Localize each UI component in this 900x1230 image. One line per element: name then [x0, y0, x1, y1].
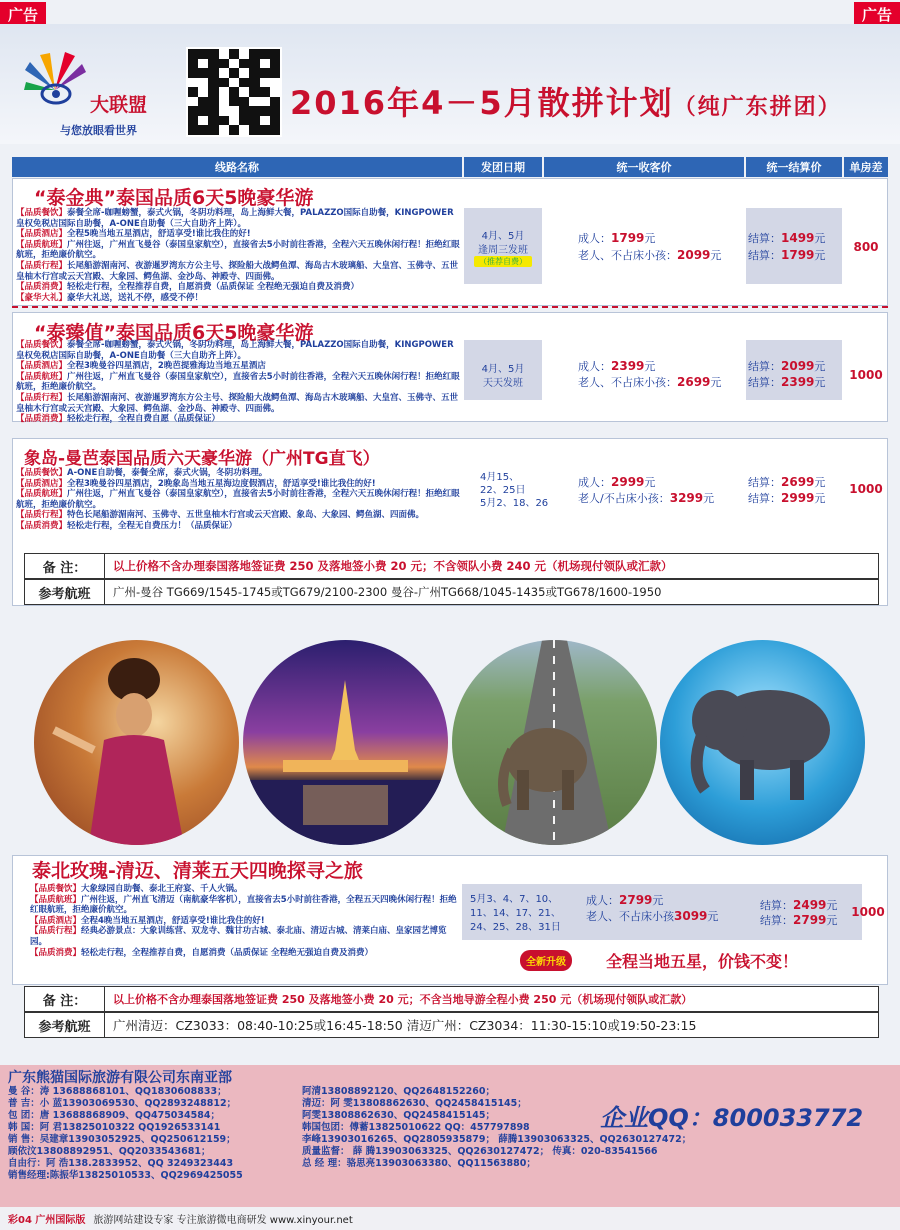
- route-3-title: 象岛-曼芭泰国品质六天豪华游（广州TG直飞）: [24, 449, 380, 469]
- elephant-swim-illustration: [660, 640, 865, 845]
- route-2-dates: 4月、5月: [481, 364, 525, 375]
- qr-module: [198, 78, 208, 88]
- header-route-name: 线路名称: [12, 157, 462, 177]
- feature-text: 长尾船游湄南河、夜游暹罗湾东方公主号、探险船大战鳄鱼潭、海岛古木玻璃船、大皇宫、玉佛寺、五世皇柚木行宫或云天宫殿、大象园、鳄鱼湖、金沙岛、神殿寺、四面佛。: [16, 260, 459, 282]
- qr-module: [270, 125, 280, 135]
- feature-text: 轻松走行程，全程推荐自费，自愿消费（品质保证 全程绝无强迫自费及消费）: [67, 282, 359, 293]
- feature-text: 全程3晚曼谷四星酒店，2晚芭提雅海边当地五星酒店: [67, 361, 266, 372]
- enterprise-qq: 企业QQ：800033772: [600, 1104, 864, 1132]
- feature-key: 【品质酒店】: [16, 478, 68, 489]
- qr-module: [219, 97, 229, 107]
- route-1-price-cell: [544, 208, 744, 284]
- divider: [12, 306, 888, 308]
- contact-line: 销售经理:陈振华13825010533、QQ2969425055: [8, 1170, 243, 1181]
- feature-line: [30, 916, 460, 927]
- qr-module: [270, 68, 280, 78]
- qr-module: [198, 49, 208, 59]
- feature-key: 【品质餐饮】: [16, 468, 68, 478]
- qr-module: [249, 78, 259, 88]
- qr-module: [229, 125, 239, 135]
- feature-key: 【品质消费】: [16, 414, 68, 425]
- feature-text: 全程4晚当地五星酒店，舒适享受!谁比我住的好!: [81, 915, 265, 926]
- feature-line: [30, 926, 460, 947]
- feature-text: 广州往返，广州直飞曼谷（泰国皇家航空），直接省去5小时前往香港，全程六天五晚休闲行程！拒绝红眼航班，拒绝廉价航空。: [16, 239, 460, 261]
- contact-line: 总 经 理：骆思亮13903063380、QQ11563880；: [302, 1158, 536, 1169]
- page-title: 2016年4－5月散拼计划（纯广东拼团）: [290, 84, 842, 122]
- contact-line: 顾依汶13808892951、QQ2033543681；: [8, 1146, 211, 1157]
- qr-module: [208, 87, 218, 97]
- upgrade-badge: 全新升级: [520, 950, 572, 971]
- brand-slogan: 与您放眼看世界: [60, 124, 137, 137]
- qr-module: [229, 68, 239, 78]
- contact-line: 清迈：阿 雯13808862630、QQ2458415145；: [302, 1098, 527, 1109]
- route-3-single: 1000: [849, 482, 883, 496]
- contact-line: 韩国包团：傅蓄13825010622 QQ：457797898: [302, 1122, 530, 1133]
- qr-module: [208, 116, 218, 126]
- qr-module: [260, 59, 270, 69]
- photo-temple: [243, 640, 448, 845]
- route-2-title: “泰臻值”泰国品质6天5晚豪华游: [34, 322, 314, 344]
- feature-line: [16, 293, 460, 304]
- photo-elephant-swim: [660, 640, 865, 845]
- route-1-title: “泰金典”泰国品质6天5晚豪华游: [34, 187, 314, 209]
- feature-line: [16, 261, 460, 282]
- feature-key: 【品质航班】: [16, 239, 68, 250]
- feature-line: [16, 208, 460, 229]
- qr-module: [219, 125, 229, 135]
- qr-module: [188, 106, 198, 116]
- qr-module: [260, 97, 270, 107]
- feature-key: 【品质餐饮】: [16, 340, 68, 350]
- qr-module: [219, 116, 229, 126]
- qr-module: [249, 106, 259, 116]
- qr-module: [188, 97, 198, 107]
- qr-module: [208, 68, 218, 78]
- qr-module: [239, 78, 249, 88]
- qr-module: [219, 106, 229, 116]
- qr-module: [198, 59, 208, 69]
- route-4-settle-2: 结算：2799元: [760, 913, 838, 927]
- qr-module: [270, 106, 280, 116]
- qr-module: [188, 116, 198, 126]
- qr-module: [188, 68, 198, 78]
- route-2-dates-2: 天天发班: [483, 378, 523, 389]
- feature-text: 广州往返，广州直飞清迈（南航豪华客机），直接省去5小时前往香港，全程五天四晚休闲行程！拒绝红眼航班，拒绝廉价航空。: [30, 894, 457, 916]
- contact-line: 自由行：阿 浩138.2833952、QQ 3249323443: [8, 1158, 234, 1169]
- contact-line: 李峰13903016265、QQ2805935879； 薛腾13903063325、QQ2630127472；: [302, 1134, 692, 1145]
- route-1-settle-2: 结算：1799元: [748, 248, 826, 262]
- qr-module: [229, 59, 239, 69]
- qr-module: [198, 87, 208, 97]
- route-3-dates: 4月15、: [480, 472, 520, 483]
- feature-text: 泰餐全席-咖喱螃蟹，泰式火锅，冬阴功料理，岛上海鲜大餐，PALAZZO国际自助餐，KINGPOWER皇权免税店国际自助餐，A-ONE自助餐（三大自助齐上阵）。: [16, 340, 454, 361]
- feature-key: 【豪华大礼】: [16, 292, 68, 303]
- qr-module: [270, 49, 280, 59]
- route-3-features: [16, 468, 460, 532]
- feature-line: [16, 340, 460, 361]
- contact-line: 曼 谷：涛 13688868101、QQ1830608833；: [8, 1086, 227, 1097]
- feature-line: [16, 521, 460, 532]
- qr-module: [198, 106, 208, 116]
- photo-elephant-road: [452, 640, 657, 845]
- qr-module: [198, 125, 208, 135]
- qr-module: [219, 68, 229, 78]
- note-1-text: 以上价格不含办理泰国落地签证费 250 及落地签小费 20 元；不含领队小费 240 元（机场现付领队或汇款）: [113, 559, 673, 573]
- qr-module: [188, 49, 198, 59]
- qr-module: [270, 78, 280, 88]
- feature-key: 【品质酒店】: [16, 361, 68, 372]
- qr-module: [198, 68, 208, 78]
- route-1-features: [16, 208, 460, 303]
- feature-key: 【品质餐饮】: [30, 884, 82, 894]
- qr-module: [208, 49, 218, 59]
- contact-column-1: [8, 1086, 243, 1182]
- qr-module: [229, 97, 239, 107]
- qr-module: [260, 49, 270, 59]
- qr-module: [249, 116, 259, 126]
- feature-line: [16, 240, 460, 261]
- qr-module: [270, 87, 280, 97]
- feature-key: 【品质行程】: [30, 926, 82, 937]
- qr-module: [260, 68, 270, 78]
- qr-module: [249, 49, 259, 59]
- feature-text: 广州往返，广州直飞曼谷（泰国皇家航空），直接省去5小时前往香港，全程六天五晚休闲行程！拒绝红眼航班，拒绝廉价航空。: [16, 489, 460, 510]
- feature-text: 大象绿园自助餐、泰北王府宴、千人火锅。: [81, 884, 243, 894]
- feature-key: 【品质航班】: [16, 489, 68, 500]
- qr-module: [239, 49, 249, 59]
- feature-text: 长尾船游湄南河、夜游暹罗湾东方公主号、探险船大战鳄鱼潭、海岛古木玻璃船、大皇宫、玉佛寺、五世皇柚木行宫或云天宫殿、大象园、鳄鱼湖、金沙岛、神殿寺、四面佛。: [16, 392, 459, 414]
- route-3-settle-2: 结算：2999元: [748, 491, 826, 505]
- route-1-single: 800: [853, 240, 879, 254]
- route-3-elder: 老人/不占床小孩：3299元: [578, 491, 715, 505]
- flight-1: [24, 579, 879, 605]
- feature-text: 经典必游景点：大象训练营、双龙寺、魏甘功古城、泰北庙、清迈古城、清莱白庙、皇家园艺博览园。: [30, 926, 447, 947]
- qr-module: [208, 106, 218, 116]
- feature-text: 全程3晚曼谷四星酒店，2晚象岛当地五星海边度假酒店，舒适享受!谁比我住的好!: [67, 478, 376, 489]
- route-3-adult: 成人：2999元: [578, 475, 656, 489]
- feature-line: [30, 948, 460, 959]
- feature-key: 【品质航班】: [30, 894, 82, 905]
- route-4-dates-b: 11、14、17、21、: [470, 908, 561, 919]
- note-2-text: 以上价格不含办理泰国落地签证费 250 及落地签小费 20 元；不含当地导游全程小费 250 元（机场现付领队或汇款）: [113, 993, 693, 1006]
- qr-module: [270, 59, 280, 69]
- feature-text: 豪华大礼送，送礼不停，感受不停！: [67, 292, 204, 303]
- qr-module: [229, 116, 239, 126]
- feature-key: 【品质消费】: [30, 947, 82, 958]
- qr-module: [260, 125, 270, 135]
- feature-key: 【品质消费】: [16, 520, 68, 531]
- qr-module: [260, 116, 270, 126]
- qr-module: [239, 87, 249, 97]
- qr-module: [249, 87, 259, 97]
- feature-text: 广州往返，广州直飞曼谷（泰国皇家航空），直接省去5小时前往香港，全程六天五晚休闲行程！拒绝红眼航班，拒绝廉价航空。: [16, 371, 460, 393]
- qr-module: [260, 87, 270, 97]
- header-retail-price: 统一收客价: [544, 157, 744, 177]
- qr-module: [219, 59, 229, 69]
- qr-module: [239, 97, 249, 107]
- flight-1-text: 广州-曼谷 TG669/1545-1745或TG679/2100-2300 曼谷-广州TG668/1045-1435或TG678/1600-1950: [113, 585, 662, 599]
- route-4-dates: 5月3、4、7、10、: [470, 894, 559, 905]
- qr-module: [260, 78, 270, 88]
- route-1-settle-cell: [746, 208, 842, 284]
- ad-label-right: 广告: [854, 2, 900, 27]
- qr-module: [270, 97, 280, 107]
- route-3-dates-b: 22、25日: [480, 485, 526, 496]
- feature-text: 泰餐全席-咖喱螃蟹，泰式火锅，冬阴功料理，岛上海鲜大餐，PALAZZO国际自助餐，KINGPOWER皇权免税店国际自助餐，A-ONE自助餐（三大自助齐上阵）。: [16, 208, 454, 229]
- route-1-elder: 老人、不占床小孩：2099元: [578, 248, 722, 262]
- route-3-dates-2: 5月2、18、26: [480, 498, 549, 509]
- flight-2: [24, 1012, 879, 1038]
- bottom-bar: [0, 1207, 900, 1230]
- feature-key: 【品质酒店】: [16, 229, 68, 240]
- qr-module: [239, 106, 249, 116]
- qr-module: [229, 49, 239, 59]
- feature-line: [16, 489, 460, 510]
- elephant-road-illustration: [452, 640, 657, 845]
- contact-line: 韩 国：阿 君13825010322 QQ1926533141: [8, 1122, 221, 1133]
- qr-module: [219, 78, 229, 88]
- feature-line: [16, 372, 460, 393]
- qr-module: [208, 125, 218, 135]
- feature-text: 特色长尾船游湄南河、玉佛寺、五世皇柚木行宫或云天宫殿、象岛、大象园、鳄鱼湖、四面佛。: [67, 510, 425, 521]
- route-2-single: 1000: [849, 368, 883, 382]
- qr-module: [208, 97, 218, 107]
- feature-line: [30, 884, 460, 895]
- contact-line: 阿清13808892120、QQ2648152260；: [302, 1086, 495, 1097]
- feature-line: [30, 895, 460, 916]
- route-1-dates: 4月、5月: [481, 231, 525, 242]
- qr-module: [260, 106, 270, 116]
- feature-key: 【品质餐饮】: [16, 208, 68, 218]
- qr-module: [249, 97, 259, 107]
- qr-module: [239, 59, 249, 69]
- promo-text: 旅游网站建设专家 专注旅游微电商研发 www.xinyour.net: [93, 1215, 353, 1226]
- flight-2-label: 参考航班: [25, 1013, 105, 1037]
- qr-module: [208, 78, 218, 88]
- route-4-elder: 老人、不占床小孩3099元: [586, 909, 719, 923]
- qr-module: [249, 59, 259, 69]
- qr-module: [229, 87, 239, 97]
- qr-module: [229, 78, 239, 88]
- feature-line: [16, 229, 460, 240]
- route-2-elder: 老人、不占床小孩：2699元: [578, 375, 722, 389]
- brand-logo: [20, 50, 180, 140]
- route-4-title: 泰北玫瑰-清迈、清莱五天四晚探寻之旅: [32, 860, 363, 882]
- qr-module: [198, 97, 208, 107]
- feature-line: [16, 414, 460, 425]
- route-2-settle-1: 结算：2099元: [748, 359, 826, 373]
- dancer-illustration: [34, 640, 239, 845]
- feature-line: [16, 510, 460, 521]
- feature-key: 【品质航班】: [16, 371, 68, 382]
- route-4-settle-1: 结算：2499元: [760, 898, 838, 912]
- qr-module: [219, 49, 229, 59]
- qr-module: [239, 116, 249, 126]
- qr-module: [229, 106, 239, 116]
- note-1-label: 备 注：: [25, 554, 105, 578]
- company-name: 广东熊猫国际旅游有限公司东南亚部: [8, 1070, 232, 1086]
- note-1: [24, 553, 879, 579]
- qr-module: [208, 59, 218, 69]
- route-1-adult: 成人：1799元: [578, 231, 656, 245]
- rainbow-eye-icon: [20, 50, 90, 120]
- route-3-settle-1: 结算：2699元: [748, 475, 826, 489]
- header-settle-price: 统一结算价: [746, 157, 842, 177]
- qr-module: [239, 125, 249, 135]
- route-2-adult: 成人：2399元: [578, 359, 656, 373]
- photo-dancer: [34, 640, 239, 845]
- note-2: [24, 986, 879, 1012]
- feature-key: 【品质消费】: [16, 282, 68, 293]
- qr-module: [239, 68, 249, 78]
- contact-line: 销 售：吴建章13903052925、QQ250612159；: [8, 1134, 236, 1145]
- page-label: 彩04 广州国际版: [8, 1215, 86, 1226]
- upgrade-text: 全程当地五星，价钱不变！: [606, 952, 799, 971]
- feature-line: [16, 282, 460, 293]
- contact-line: 普 吉：小 蓝13903069530、QQ2893248812；: [8, 1098, 237, 1109]
- feature-line: [16, 479, 460, 490]
- qr-module: [188, 59, 198, 69]
- contact-line: 包 团：唐 13688868909、QQ475034584；: [8, 1110, 220, 1121]
- feature-key: 【品质行程】: [16, 392, 68, 403]
- feature-line: [16, 361, 460, 372]
- route-2-features: [16, 340, 460, 425]
- qr-code: [186, 47, 282, 137]
- ad-label-left: 广告: [0, 2, 46, 27]
- feature-text: 轻松走行程，全程无自费压力！（品质保证）: [67, 520, 238, 531]
- feature-line: [16, 468, 460, 479]
- feature-key: 【品质行程】: [16, 260, 68, 271]
- header-date: 发团日期: [464, 157, 542, 177]
- feature-text: 轻松走行程，全程推荐自费，自愿消费（品质保证 全程绝无强迫自费及消费）: [81, 947, 373, 958]
- flight-2-text: 广州清迈：CZ3033：08:40-10:25或16:45-18:50 清迈广州：CZ3034：11:30-15:10或19:50-23:15: [113, 1018, 697, 1033]
- qr-module: [249, 68, 259, 78]
- feature-line: [16, 393, 460, 414]
- route-2-settle-2: 结算：2399元: [748, 375, 826, 389]
- route-4-adult: 成人：2799元: [586, 893, 664, 907]
- feature-text: 轻松走行程，全程自费自愿（品质保证）: [67, 414, 221, 425]
- route-4-dates-c: 24、25、28、31日: [470, 922, 561, 933]
- brand-name: 大联盟: [90, 94, 148, 116]
- route-1-badge: （推荐自费）: [474, 256, 532, 267]
- qr-module: [198, 116, 208, 126]
- header-single-supplement: 单房差: [844, 157, 888, 177]
- feature-key: 【品质行程】: [16, 510, 68, 521]
- note-2-label: 备 注：: [25, 987, 105, 1011]
- qr-module: [188, 78, 198, 88]
- qr-module: [249, 125, 259, 135]
- feature-key: 【品质酒店】: [30, 915, 82, 926]
- route-4-features: [30, 884, 460, 958]
- qr-module: [188, 125, 198, 135]
- contact-line: 质量监督： 薛 腾13903063325、QQ2630127472； 传真：020-83541566: [302, 1146, 658, 1157]
- feature-text: A-ONE自助餐，泰餐全席，泰式火锅，冬阴功料理。: [67, 468, 268, 478]
- temple-illustration: [243, 640, 448, 845]
- route-4-single: 1000: [851, 905, 885, 919]
- qr-module: [188, 87, 198, 97]
- route-1-dates-2: 逢周三发班: [478, 245, 528, 256]
- route-1-settle-1: 结算：1499元: [748, 231, 826, 245]
- qr-module: [219, 87, 229, 97]
- contact-line: 阿雯13808862630、QQ2458415145；: [302, 1110, 495, 1121]
- qr-module: [270, 116, 280, 126]
- feature-text: 全程5晚当地五星酒店，舒适享受!谁比我住的好!: [67, 229, 251, 240]
- flight-1-label: 参考航班: [25, 580, 105, 604]
